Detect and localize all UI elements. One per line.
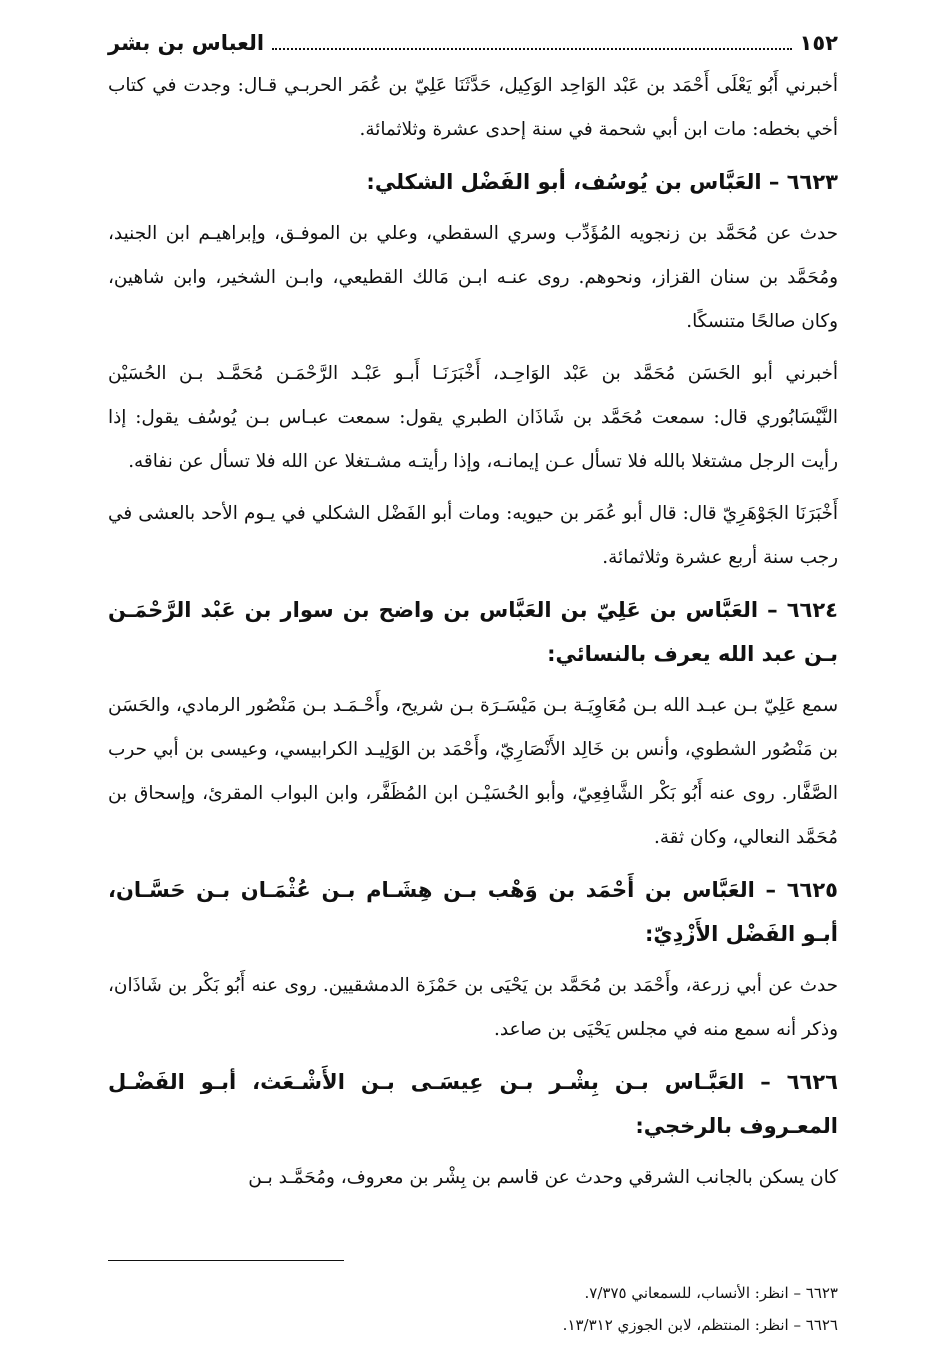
running-header	[108, 28, 838, 58]
footnote-6626: ٦٦٢٦ – انظر: المنتظم، لابن الجوزي ١٣/٣١٢.	[562, 1316, 838, 1334]
paragraph-6625: حدث عن أبي زرعة، وأَحْمَد بن مُحَمَّد بن يَحْيَى بن حَمْزَة الدمشقيين. روى عنه أَبُو بَكْر بن شَاذَان، وذكر أنه سمع منه في مجلس يَحْيَى بن صاعد.	[108, 975, 838, 1040]
footnote-area	[108, 1260, 838, 1341]
paragraph-6623-death: أَخْبَرَنَا الجَوْهَرِيّ قال: قال أبو عُمَر بن حيويه: ومات أبو الفَضْل الشكلي في يـوم الأحد بالعشى في رجب سنة أربع عشرة وثلاثمائة.	[108, 503, 838, 568]
paragraph-6626: كان يسكن بالجانب الشرقي وحدث عن قاسم بن بِشْر بن معروف، ومُحَمَّـد بـن	[248, 1167, 838, 1188]
paragraph-6623-saying: أخبرني أبو الحَسَن مُحَمَّد بن عَبْد الوَاحِـد، أَخْبَرَنَـا أَبـو عَبْـد الرَّحْمَـن مُحَمَّـد بـن الحُسَيْن النَّيْسَابُوري قال: سمعت مُحَمَّد بن شَاذَان الطبري يقول: سمعت عبـاس بـن يُوسُف يقول: إذا رأيت الرجل مشتغلا بالله فلا تسأل عـن إيمانـه، وإذا رأيتـه مشـتغلا عن الله فلا تسأل عن نفاقه.	[108, 363, 838, 472]
paragraph-6623-narrators: حدث عن مُحَمَّد بن زنجويه المُؤَدِّب وسري السقطي، وعلي بن الموفـق، وإبراهيـم ابن الجنيد، ومُحَمَّد بن سنان القزاز، ونحوهم. روى عنـه ابـن مَالك القطيعي، وابـن الشخير، وابن شاهين، وكان صالحًا متنسكًا.	[108, 223, 838, 332]
running-title: العباس بن بشر	[108, 31, 265, 55]
entry-heading-6623: ٦٦٢٣ – العَبَّاس بن يُوسُف، أبو الفَضْل الشكلي:	[366, 170, 838, 194]
footnotes	[108, 1277, 838, 1341]
paragraph-opening: أخبرني أَبُو يَعْلَى أَحْمَد بن عَبْد الوَاحِد الوَكِيل، حَدَّثَنَا عَلِيّ بن عُمَر الحربـي قـال: وجدت في كتاب أخي بخطه: مات ابن أبي شحمة في سنة إحدى عشرة وثلاثمائة.	[108, 75, 838, 140]
page-number: ١٥٢	[799, 31, 838, 55]
entry-heading-6626: ٦٦٢٦ – العَبَّـاس بـن بِشْـر بـن عِيسَـى بـن الأَشْـعَث، أبـو الفَضْـل المعـروف بالرخجي:	[108, 1070, 838, 1138]
entry-heading-6624: ٦٦٢٤ – العَبَّاس بن عَلِيّ بن العَبَّاس بن واضح بن سوار بن عَبْد الرَّحْمَـن بـن عبد الله يعرف بالنسائي:	[108, 598, 838, 666]
paragraph-6624: سمع عَلِيّ بـن عبـد الله بـن مُعَاوِيَـة بـن مَيْسَـرَة بـن شريح، وأَحْـمَـد بـن مَنْصُور الرمادي، والحَسَن بن مَنْصُور الشطوي، وأنس بن خَالِد الأَنْصَارِيّ، وأَحْمَد بن الوَلِيـد الكرابيسي، وعيسى بن أبي حرب الصَّفَّار. روى عنه أَبُو بَكْر الشَّافِعِيّ، وأبو الحُسَيْـن ابن المُظَفَّر، وابن البواب المقرئ، وإسحاق بن مُحَمَّد النعالي، وكان ثقة.	[108, 695, 838, 848]
header-dot-leader	[272, 48, 791, 50]
footnote-separator	[108, 1260, 344, 1261]
book-page	[108, 28, 838, 1342]
entry-heading-6625: ٦٦٢٥ – العَبَّاس بن أَحْمَد بن وَهْب بـن هِشَـام بـن عُثْمَـان بـن حَسَّـان، أبـو الفَضْل الأَزْدِيّ:	[108, 878, 838, 946]
footnote-6623: ٦٦٢٣ – انظر: الأنساب، للسمعاني ٧/٣٧٥.	[584, 1284, 838, 1302]
